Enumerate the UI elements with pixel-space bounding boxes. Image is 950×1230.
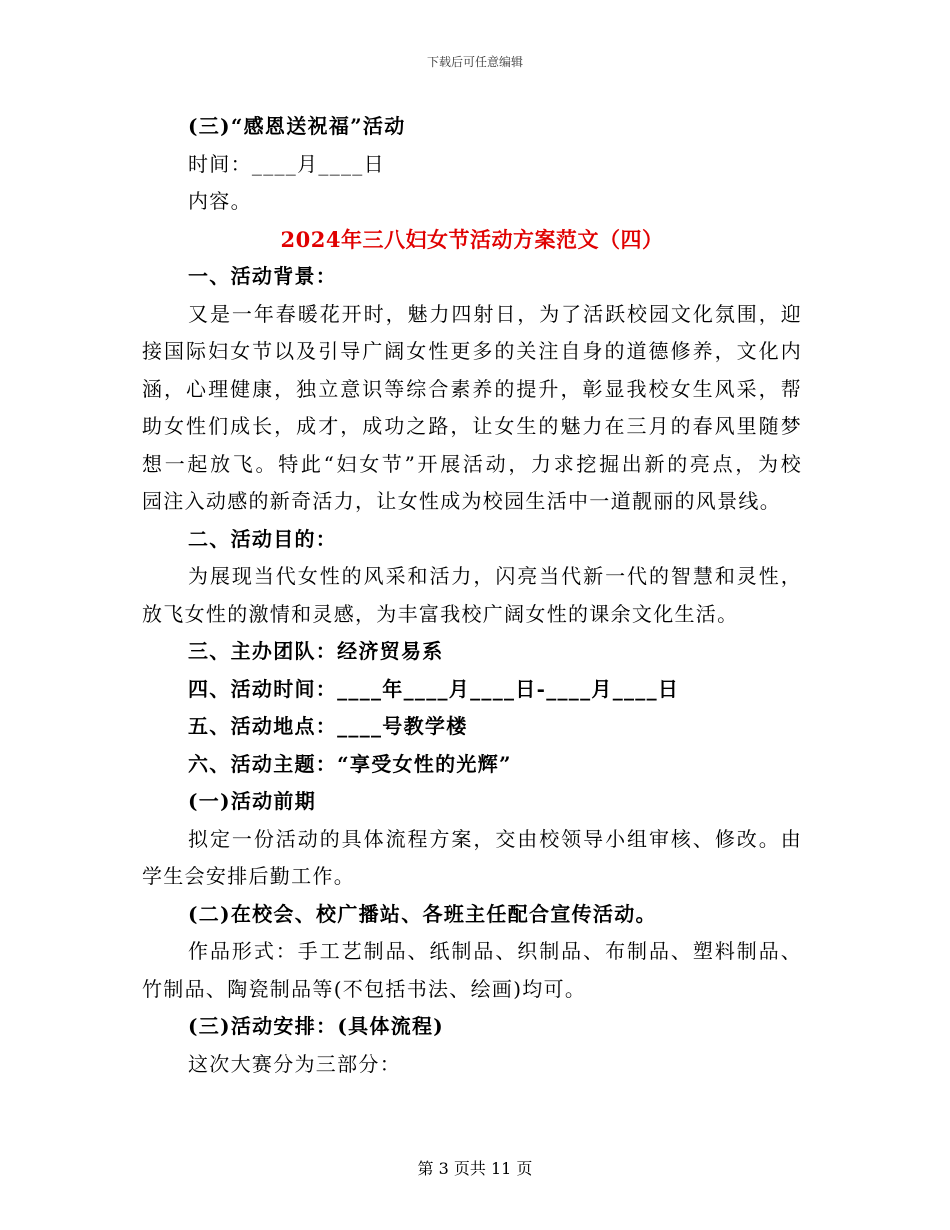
paragraph-line: 拟定一份活动的具体流程方案，交由校领导小组审核、修改。由 (188, 826, 802, 851)
paragraph-line: 助女性们成长，成才，成功之路，让女生的魅力在三月的春风里随梦 (142, 414, 802, 438)
section-heading: (二)在校会、校广播站、各班主任配合宣传活动。 (188, 901, 657, 926)
paragraph-line: 又是一年春暖花开时，魅力四射日，为了活跃校园文化氛围，迎 (188, 301, 802, 326)
section-heading: 五、活动地点：____号教学楼 (188, 714, 468, 738)
section-heading: 一、活动背景： (188, 264, 338, 288)
document-title: 2024年三八妇女节活动方案范文（四） (280, 226, 664, 252)
section-heading: (三)“感恩送祝福”活动 (188, 114, 406, 138)
paragraph-line: 学生会安排后勤工作。 (142, 864, 355, 888)
document-body (142, 108, 802, 1083)
section-heading: (三)活动安排：(具体流程) (188, 1014, 445, 1038)
paragraph-line: 这次大赛分为三部分： (188, 1051, 401, 1076)
section-heading: (一)活动前期 (188, 789, 317, 813)
section-heading: 三、主办团队：经济贸易系 (188, 639, 444, 663)
paragraph-line: 园注入动感的新奇活力，让女性成为校园生活中一道靓丽的风景线。 (142, 489, 781, 513)
paragraph-line: 想一起放飞。特此“妇女节”开展活动，力求挖掘出新的亮点，为校 (142, 451, 802, 476)
paragraph-line: 为展现当代女性的风采和活力，闪亮当代新一代的智慧和灵性， (188, 564, 802, 588)
paragraph-line: 内容。 (188, 189, 252, 213)
paragraph-line: 时间：____月____日 (188, 151, 385, 176)
section-heading: 四、活动时间：____年____月____日-____月____日 (188, 676, 680, 701)
page-header: 下载后可任意编辑 (426, 55, 523, 69)
paragraph-line: 放飞女性的激情和灵感，为丰富我校广阔女性的课余文化生活。 (142, 601, 739, 626)
section-heading: 六、活动主题：“享受女性的光辉” (188, 751, 512, 776)
section-heading: 二、活动目的： (188, 526, 338, 551)
paragraph-line: 涵，心理健康，独立意识等综合素养的提升，彰显我校女生风采，帮 (142, 376, 802, 401)
paragraph-line: 作品形式：手工艺制品、纸制品、织制品、布制品、塑料制品、 (188, 939, 802, 963)
paragraph-line: 接国际妇女节以及引导广阔女性更多的关注自身的道德修养，文化内 (142, 339, 802, 363)
page-footer: 第 3 页共 11 页 (417, 1159, 533, 1178)
paragraph-line: 竹制品、陶瓷制品等(不包括书法、绘画)均可。 (142, 976, 587, 1001)
